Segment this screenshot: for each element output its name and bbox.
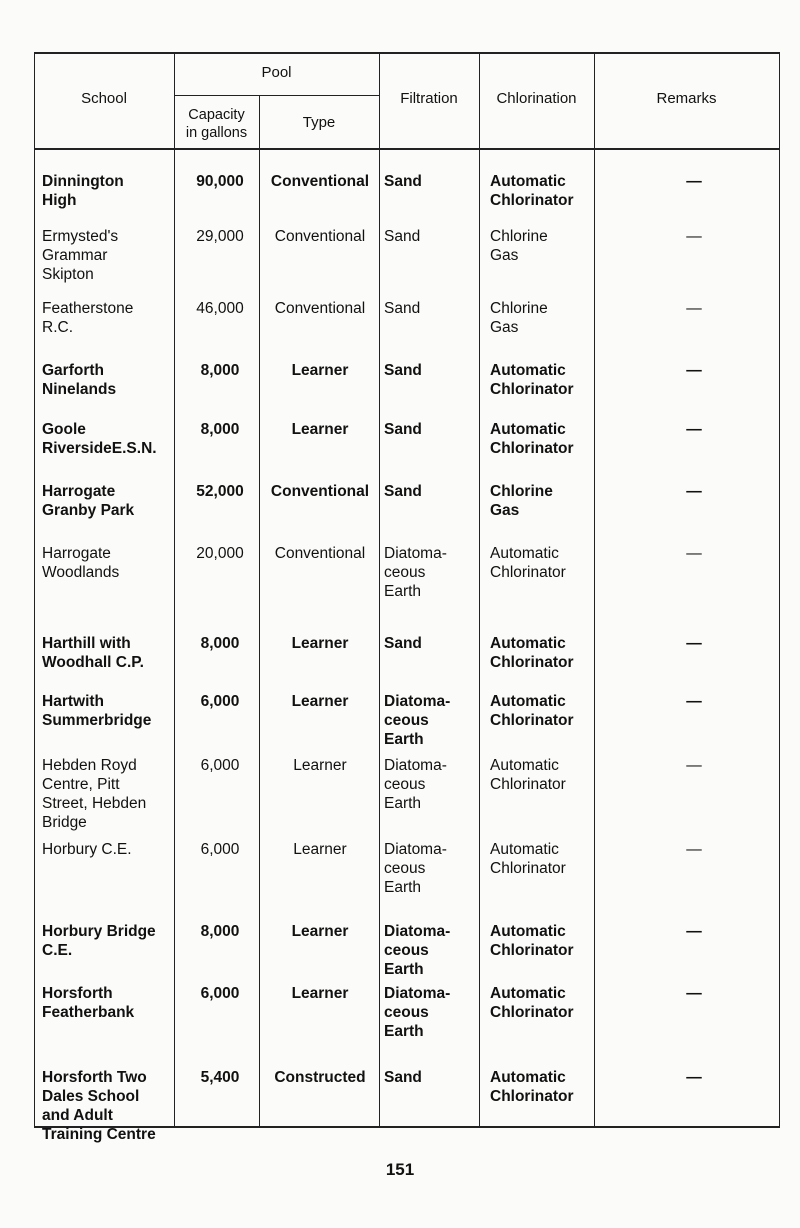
type-cell: Conventional xyxy=(270,173,370,190)
school-cell: Horsforth Two Dales School and Adult Training Centre xyxy=(42,1069,156,1143)
capacity-cell: 20,000 xyxy=(196,545,244,562)
remarks-cell: — xyxy=(686,757,702,774)
page-number: 151 xyxy=(385,1160,415,1179)
header-school: School xyxy=(81,90,127,107)
chlorination-remarks-divider xyxy=(594,52,595,1127)
filtration-cell: Sand xyxy=(384,362,422,379)
school-cell: Horbury Bridge C.E. xyxy=(42,923,156,959)
table-left-border xyxy=(34,52,35,1127)
filtration-cell: Diatoma- ceous Earth xyxy=(384,693,451,748)
chlorination-cell: Automatic Chlorinator xyxy=(490,693,574,729)
type-cell: Learner xyxy=(291,362,349,379)
capacity-cell: 6,000 xyxy=(200,985,240,1002)
chlorination-cell: Automatic Chlorinator xyxy=(490,545,566,581)
chlorination-cell: Chlorine Gas xyxy=(490,228,548,264)
type-cell: Learner xyxy=(293,757,347,774)
chlorination-cell: Chlorine Gas xyxy=(490,300,548,336)
type-cell: Learner xyxy=(291,635,349,652)
chlorination-cell: Automatic Chlorinator xyxy=(490,841,566,877)
capacity-cell: 90,000 xyxy=(196,173,244,190)
remarks-cell: — xyxy=(686,421,702,438)
chlorination-cell: Automatic Chlorinator xyxy=(490,923,574,959)
capacity-cell: 8,000 xyxy=(200,923,240,940)
filtration-cell: Sand xyxy=(384,173,422,190)
type-cell: Conventional xyxy=(270,483,370,500)
school-cell: Harrogate Granby Park xyxy=(42,483,135,519)
header-pool: Pool xyxy=(261,64,292,81)
header-bottom-rule xyxy=(34,148,780,150)
capacity-cell: 46,000 xyxy=(196,300,244,317)
filtration-cell: Diatoma- ceous Earth xyxy=(384,545,447,600)
capacity-cell: 5,400 xyxy=(200,1069,240,1086)
chlorination-cell: Automatic Chlorinator xyxy=(490,635,574,671)
remarks-cell: — xyxy=(686,228,702,245)
filtration-cell: Sand xyxy=(384,483,422,500)
header-chlorination: Chlorination xyxy=(496,90,577,107)
capacity-cell: 29,000 xyxy=(196,228,244,245)
remarks-cell: — xyxy=(686,362,702,379)
school-pool-divider xyxy=(174,52,175,1127)
filtration-cell: Sand xyxy=(384,228,421,245)
chlorination-cell: Automatic Chlorinator xyxy=(490,421,574,457)
capacity-cell: 6,000 xyxy=(200,757,240,774)
school-cell: Hebden Royd Centre, Pitt Street, Hebden Bridge xyxy=(42,757,147,831)
remarks-cell: — xyxy=(686,985,702,1002)
chlorination-cell: Automatic Chlorinator xyxy=(490,362,574,398)
remarks-cell: — xyxy=(686,300,702,317)
header-capacity: Capacity in gallons xyxy=(185,107,248,141)
school-cell: Ermysted's Grammar Skipton xyxy=(42,228,119,283)
chlorination-cell: Automatic Chlorinator xyxy=(490,1069,574,1105)
type-cell: Learner xyxy=(291,923,349,940)
remarks-cell: — xyxy=(686,693,702,710)
pool-subheader-rule xyxy=(174,95,379,96)
remarks-cell: — xyxy=(686,483,702,500)
capacity-cell: 8,000 xyxy=(200,635,240,652)
school-cell: Harthill with Woodhall C.P. xyxy=(42,635,144,671)
header-type: Type xyxy=(302,114,336,131)
pool-filtration-divider xyxy=(379,52,380,1127)
remarks-cell: — xyxy=(686,923,702,940)
school-cell: Horsforth Featherbank xyxy=(42,985,135,1021)
type-cell: Conventional xyxy=(274,300,366,317)
filtration-cell: Diatoma- ceous Earth xyxy=(384,757,447,812)
table-right-border xyxy=(779,52,780,1127)
filtration-cell: Diatoma- ceous Earth xyxy=(384,985,451,1040)
type-cell: Learner xyxy=(293,841,347,858)
school-cell: Goole RiversideE.S.N. xyxy=(42,421,157,457)
remarks-cell: — xyxy=(686,545,702,562)
header-filtration: Filtration xyxy=(400,90,458,107)
type-cell: Learner xyxy=(291,693,349,710)
filtration-cell: Sand xyxy=(384,421,422,438)
school-cell: Harrogate Woodlands xyxy=(42,545,120,581)
remarks-cell: — xyxy=(686,635,702,652)
filtration-cell: Sand xyxy=(384,1069,422,1086)
chlorination-cell: Chlorine Gas xyxy=(490,483,553,519)
capacity-cell: 52,000 xyxy=(196,483,244,500)
remarks-cell: — xyxy=(686,1069,702,1086)
filtration-cell: Sand xyxy=(384,635,422,652)
capacity-cell: 6,000 xyxy=(200,693,240,710)
table-top-rule xyxy=(34,52,780,54)
filtration-cell: Diatoma- ceous Earth xyxy=(384,923,451,978)
type-cell: Conventional xyxy=(274,545,366,562)
chlorination-cell: Automatic Chlorinator xyxy=(490,173,574,209)
capacity-type-divider xyxy=(259,95,260,1127)
school-cell: Hartwith Summerbridge xyxy=(42,693,152,729)
remarks-cell: — xyxy=(686,841,702,858)
type-cell: Learner xyxy=(291,985,349,1002)
header-remarks: Remarks xyxy=(656,90,717,107)
filtration-cell: Diatoma- ceous Earth xyxy=(384,841,447,896)
school-cell: Featherstone R.C. xyxy=(42,300,134,336)
capacity-cell: 6,000 xyxy=(200,841,240,858)
chlorination-cell: Automatic Chlorinator xyxy=(490,985,574,1021)
pool-table xyxy=(34,52,780,1143)
chlorination-cell: Automatic Chlorinator xyxy=(490,757,566,793)
school-cell: Horbury C.E. xyxy=(42,841,132,858)
school-cell: Garforth Ninelands xyxy=(42,362,117,398)
type-cell: Learner xyxy=(291,421,349,438)
capacity-cell: 8,000 xyxy=(200,421,240,438)
type-cell: Constructed xyxy=(274,1069,366,1086)
filtration-cell: Sand xyxy=(384,300,421,317)
type-cell: Conventional xyxy=(274,228,366,245)
capacity-cell: 8,000 xyxy=(200,362,240,379)
remarks-cell: — xyxy=(686,173,702,190)
school-cell: Dinnington High xyxy=(42,173,124,209)
